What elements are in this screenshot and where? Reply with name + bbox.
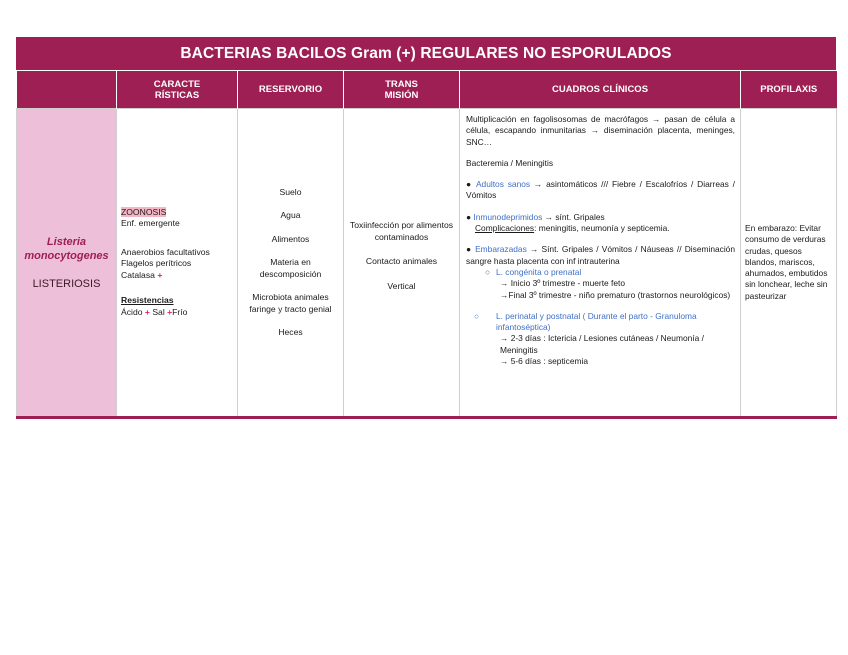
reservoir-item: Suelo [279, 186, 302, 197]
circle-icon: ○ [485, 266, 491, 277]
emergente-label: Enf. emergente [121, 218, 180, 229]
emb-text: → Sínt. Gripales / Vómitos / Náuseas // Diseminación sangre hasta placenta con inf intrauterina [466, 244, 735, 266]
header-reservoir: RESERVORIO [238, 71, 344, 109]
inmuno-label: Inmunodeprimidos [473, 211, 543, 222]
reservoir-item: Alimentos [271, 233, 310, 244]
resistencias-line [121, 307, 233, 319]
organism-name [19, 235, 114, 263]
header-characteristics [117, 71, 238, 109]
clinical-inmuno [466, 212, 735, 223]
clinical-complicaciones [466, 223, 735, 234]
perinatal-item: → 5-6 días : septicemia [500, 356, 588, 367]
header-organism [17, 71, 117, 109]
characteristics-cell [117, 109, 238, 418]
congenita-item: → Inicio 3º trimestre - muerte feto [500, 278, 625, 289]
perinatal-item: → 2-3 días : Ictericia / Lesiones cutáneas / Neumonía / Meningitis [500, 333, 704, 355]
circle-icon: ○ [474, 310, 480, 321]
table-title: BACTERIAS BACILOS Gram (+) REGULARES NO ESPORULADOS [16, 37, 836, 70]
header-row [17, 71, 837, 109]
summary-sheet [16, 37, 836, 419]
compl-text: : meningitis, neumonía y septicemia. [534, 223, 670, 234]
clinical-cell [460, 109, 741, 418]
zoonosis-label: ZOONOSIS [121, 206, 167, 217]
congenita-heading [466, 267, 735, 278]
clinical-sanos [466, 179, 735, 202]
sanos-text: → asintomáticos /// Fiebre / Escalofríos / Diarreas / Vómitos [466, 179, 735, 201]
resist-sal: Sal [152, 306, 165, 317]
header-transmission [344, 71, 460, 109]
catalasa-plus: + [157, 269, 163, 280]
transmission-item: Vertical [387, 280, 416, 291]
organism-genus: Listeria [46, 235, 87, 248]
organism-species: monocytogenes [24, 249, 109, 262]
bullet-icon: ● [466, 244, 472, 255]
flagelos-label: Flagelos perítricos [121, 258, 192, 269]
reservoir-item: Materia en descomposición [259, 257, 322, 279]
resist-plus-2: + [167, 306, 173, 317]
bullet-icon: ● [466, 179, 473, 190]
bacteria-table [16, 70, 837, 419]
congenita-label: L. congénita o prenatal [496, 266, 582, 277]
table-row [17, 109, 837, 418]
inmuno-text: → sínt. Gripales [542, 211, 605, 222]
resist-frio: Frío [172, 306, 188, 317]
transmission-item: Contacto animales [365, 256, 438, 266]
perinatal-heading [466, 311, 735, 334]
clinical-intro: Multiplicación en fagolisosomas de macrófagos → pasan de célula a célula, escapando inmunitarias → diseminación placenta, meninges, SNC… [466, 114, 735, 147]
sanos-label: Adultos sanos [475, 179, 531, 190]
anaerobios-label: Anaerobios facultativos [121, 246, 210, 257]
header-transmission-l2: MISIÓN [384, 89, 419, 101]
catalasa-line [121, 270, 233, 282]
clinical-bacteremia: Bacteremia / Meningitis [466, 157, 554, 168]
transmission-cell [344, 109, 460, 418]
congenita-item: →Final 3º trimestre - niño prematuro (trastornos neurológicos) [500, 289, 731, 300]
organism-cell [17, 109, 117, 418]
emb-label: Embarazadas [475, 244, 527, 255]
reservoir-item: Heces [278, 327, 303, 337]
reservoir-cell [238, 109, 344, 418]
header-transmission-l1: TRANS [385, 78, 418, 90]
transmission-item: Toxiinfección por alimentos contaminados [349, 220, 454, 242]
header-clinical: CUADROS CLÍNICOS [460, 71, 741, 109]
clinical-embarazadas [466, 244, 735, 267]
header-characteristics-l2: RÍSTICAS [154, 89, 200, 101]
disease-name: LISTERIOSIS [32, 277, 101, 290]
resistencias-title: Resistencias [121, 295, 174, 306]
resist-plus-1: + [144, 306, 150, 317]
header-prophylaxis: PROFILAXIS [741, 71, 837, 109]
prophylaxis-cell: En embarazo: Evitar consumo de verduras crudas, quesos blandos, mariscos, ahumados, embutidos sin lonchear, leche sin pasteurizar [741, 109, 837, 418]
compl-label: Complicaciones [475, 223, 535, 234]
perinatal-label: L. perinatal y postnatal ( Durante el parto - Granuloma infantoséptica) [496, 310, 697, 333]
resist-acido: Ácido [121, 306, 143, 317]
bullet-icon: ● [466, 211, 472, 222]
reservoir-item: Agua [280, 210, 301, 220]
header-characteristics-l1: CARACTE [153, 78, 201, 90]
reservoir-item: Microbiota animales faringe y tracto genial [249, 292, 332, 314]
catalasa-label: Catalasa [121, 269, 155, 280]
